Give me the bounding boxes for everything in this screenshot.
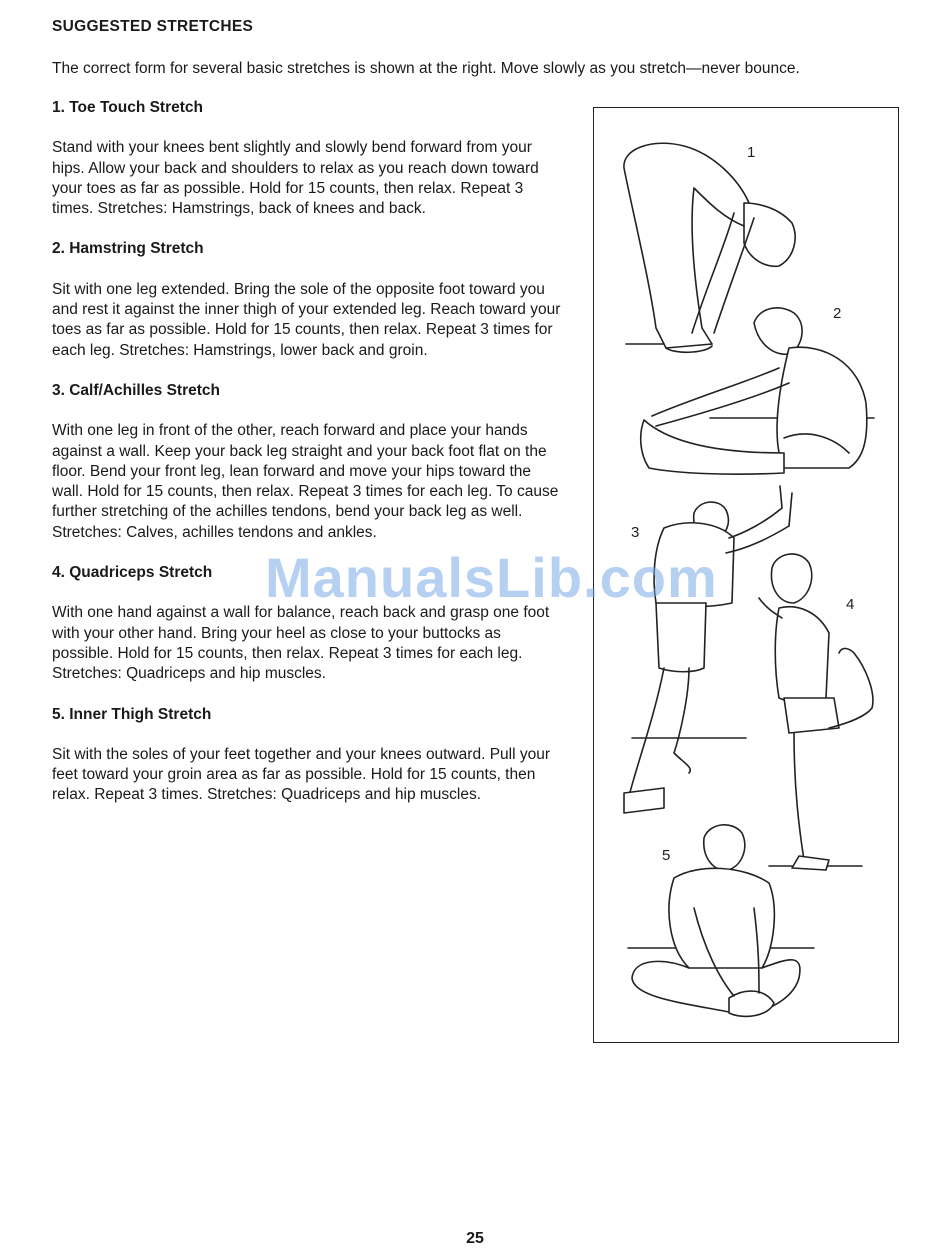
- section-body: Sit with one leg extended. Bring the sole of the opposite foot toward you and rest it against the inner thigh of your extended leg. Reach toward your toes as far as possible. Hold for 15 counts, then relax. Repeat 3 times for each leg. Stretches: Hamstrings, lower back and groin.: [52, 280, 561, 359]
- section-title: 5. Inner Thigh Stretch: [52, 705, 212, 723]
- stretch-illustrations: [593, 107, 899, 1043]
- section-body: With one leg in front of the other, reach forward and place your hands against a wall. Keep your back leg straight and your back foot flat on the floor. Bend your front leg, lean forward and move your hips toward the wall. Hold for 15 counts, then relax. Repeat 3 times for each leg. To cause further stretching of the achilles tendons, bend your back leg as well. Stretches: Calves, achilles tendons and ankles.: [52, 422, 559, 541]
- figure-label-1: 1: [747, 144, 756, 161]
- figure-label-2: 2: [833, 305, 842, 322]
- quadriceps-stretch-figure: [759, 554, 873, 870]
- figure-label-3: 3: [631, 524, 640, 541]
- stretch-drawings: [594, 108, 900, 1044]
- section-body: Stand with your knees bent slightly and slowly bend forward from your hips. Allow your back and shoulders to relax as you reach down toward your toes as far as possible. Hold for 15 counts, then relax. Repeat 3 times. Stretches: Hamstrings, back of knees and back.: [52, 139, 539, 218]
- stretch-instructions: [52, 98, 564, 826]
- section-toe-touch: [52, 98, 564, 219]
- intro-text: The correct form for several basic stretches is shown at the right. Move slowly as you stretch—never bounce.: [52, 60, 800, 77]
- section-hamstring: [52, 239, 564, 360]
- section-quadriceps: [52, 563, 564, 684]
- page-number: 25: [466, 1230, 484, 1247]
- calf-achilles-stretch-figure: [624, 486, 792, 813]
- section-title: 1. Toe Touch Stretch: [52, 99, 203, 116]
- section-inner-thigh: [52, 705, 564, 806]
- inner-thigh-stretch-figure: [628, 825, 814, 1017]
- section-title: 3. Calf/Achilles Stretch: [52, 381, 220, 399]
- page-heading: SUGGESTED STRETCHES: [52, 18, 254, 35]
- section-title: 4. Quadriceps Stretch: [52, 564, 213, 582]
- watermark: ManualsLib.com: [265, 546, 718, 609]
- section-body: Sit with the soles of your feet together and your knees outward. Pull your feet toward your groin area as far as possible. Hold for 15 counts, then relax. Repeat 3 times. Stretches: Quadriceps and hip muscles.: [52, 745, 550, 804]
- section-body: With one hand against a wall for balance, reach back and grasp one foot with your other hand. Bring your heel as close to your buttocks as possible. Hold for 15 counts, then relax. Repeat 3 times for each leg. Stretches: Quadriceps and hip muscles.: [52, 604, 550, 683]
- section-calf-achilles: [52, 381, 564, 543]
- figure-label-4: 4: [846, 596, 855, 613]
- figure-label-5: 5: [662, 847, 671, 864]
- section-title: 2. Hamstring Stretch: [52, 240, 204, 258]
